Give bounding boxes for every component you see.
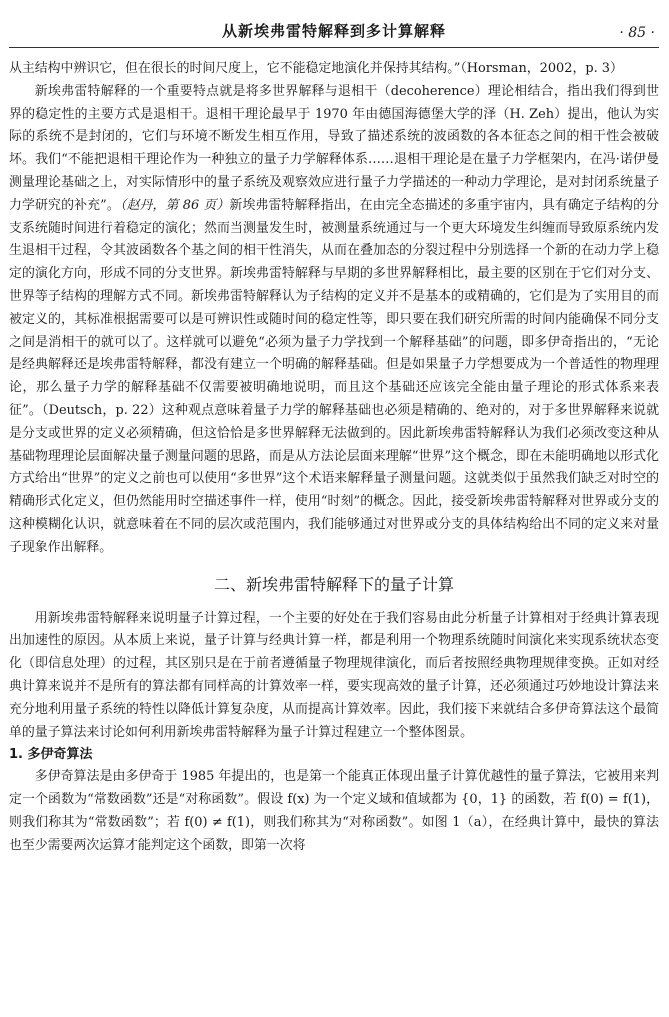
paragraph-continuation: 从主结构中辨识它，但在很长的时间尺度上，它不能稳定地演化并保持其结构。”（Horsman，2002，p. 3） (9, 61, 623, 76)
citation-zhao-dan: （赵丹，第 86 页） (119, 197, 230, 213)
running-title: 从新埃弗雷特解释到多计算解释 (221, 22, 446, 40)
subsection-heading: 1. 多伊奇算法 (9, 747, 93, 763)
paragraph-decoherence (9, 81, 659, 560)
paragraph-quantum-computing: 用新埃弗雷特解释来说明量子计算过程，一个主要的好处在于我们容易由此分析量子计算相对于经典计算表现出加速性的原因。从本质上来说，量子计算与经典计算一样，都是利用一个物理系统随时间演化来实现系统状态变化（即信息处理）的过程，其区别只是在于前者遵循量子物理规律演化，而后者按照经典物理规律变换。正如对经典计算来说并不是所有的算法都有同样高的计算效率一样，要实现高效的量子计算，还必须通过巧妙地设计算法来充分地利用量子系统的特性以降低计算复杂度，从而提高计算效率。因此，我们接下来就结合多伊奇算法这个最简单的量子算法来讨论如何利用新埃弗雷特解释为量子计算过程建立一个整体图景。 (9, 610, 659, 740)
page-number: · 85 · (619, 25, 655, 41)
paragraph-decoherence-part-b: 新埃弗雷特解释指出，在由完全态描述的多重宇宙内，具有确定子结构的分支系统随时间进行着稳定的演化；然而当测量发生时，被测量系统通过与一个更大环境发生纠缠而导致原系统内发生退相干过程，令其波函数各个基之间的相干性消失，从而在叠加态的分裂过程中分别选择一个新的在动力学上稳定的演化方向，形成不同的分支世界。新埃弗雷特解释与早期的多世界解释相比，最主要的区别在于它们对分支、世界等子结构的理解方式不同。新埃弗雷特解释认为子结构的定义并不是基本的或精确的，它们是为了实用目的而被定义的，其标准根据需要可以是可辨识性或随时间的稳定性等，即只要在我们研究所需的时间内能确保不同分支之间是消相干的就可以了。这样就可以避免“必须为量子力学找到一个解释基础”的问题，即多伊奇指出的，“无论是经典解释还是埃弗雷特解释，都没有建立一个明确的解释基础。但是如果量子力学想要成为一个普适性的物理理论，那么量子力学的解释基础不仅需要被明确地说明，而且这个基础还应该完全能由量子理论的形式体系来表征”。（Deutsch，p. 22）这种观点意味着量子力学的解释基础也必须是精确的、绝对的，对于多世界解释来说就是分支或世界的定义必须精确，但这恰恰是多世界解释无法做到的。因此新埃弗雷特解释认为我们必须改变这种从基础物理理论层面解决量子测量问题的思路，而是从方法论层面来理解“世界”这个概念，即在未能明确地以形式化方式给出“世界”的定义之前也可以使用“多世界”这个术语来解释量子测量问题。这就类似于虽然我们缺乏对时空的精确形式化定义，但仍然能用时空描述事件一样，使用“时刻”的概念。因此，接受新埃弗雷特解释对世界或分支的这种模糊化认识，就意味着在不同的层次或范围内，我们能够通过对世界或分支的具体结构给出不同的定义来对量子现象作出解释。 (9, 197, 660, 555)
body-text (9, 48, 659, 858)
section-heading: 二、新埃弗雷特解释下的量子计算 (213, 574, 454, 594)
paragraph-decoherence-part-a: 新埃弗雷特解释的一个重要特点就是将多世界解释与退相干（decoherence）理论相结合，指出我们得到世界的稳定性的主要方式是退相干。退相干理论最早于 1970 年由德国海德堡大学的泽（H. Zeh）提出，他认为实际的系统不是封闭的，它们与环境不断发生相互作用，导致了描述系统的波函数的各本征态之间的相干性会被破坏。我们“不能把退相干理论作为一种独立的量子力学解释体系……退相干理论是在量子力学框架内，在冯·诺伊曼测量理论基础之上，对实际情形中的量子系统及观察效应进行量子力学描述的一种动力学理论，是对封闭系统量子力学研究的补充”。 (9, 83, 659, 213)
running-header (9, 0, 659, 48)
paragraph-deutsch-algorithm: 多伊奇算法是由多伊奇于 1985 年提出的，也是第一个能真正体现出量子计算优越性的量子算法，它被用来判定一个函数为“常数函数”还是“对称函数”。假设 f(x) 为一个定义域和值域都为 {0，1} 的函数，若 f(0) = f(1)，则我们称其为“常数函数”；若 f(0) ≠ f(1)，则我们称其为“对称函数”。如图 1（a），在经典计算中，最快的算法也至少需要两次运算才能判定这个函数，即第一次将 (9, 769, 659, 853)
